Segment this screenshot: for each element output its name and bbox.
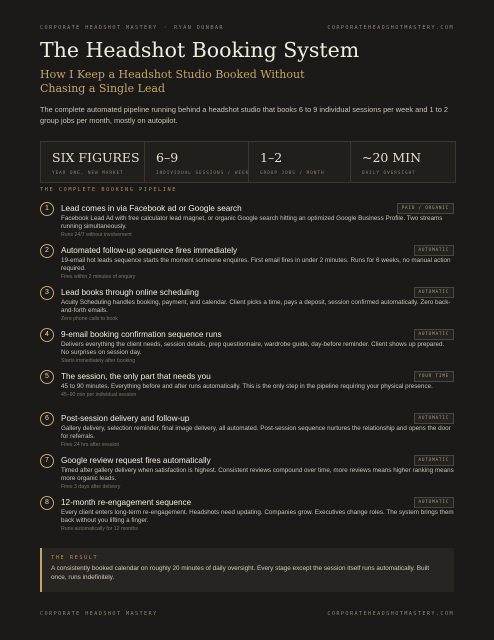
page-subtitle: How I Keep a Headshot Studio Booked Without Chasing a Single Lead	[40, 68, 305, 95]
stat-revenue	[41, 142, 145, 182]
step-header	[61, 328, 454, 340]
pipeline-steps	[40, 202, 454, 538]
step-title: Google review request fires automatically	[61, 456, 211, 465]
step-title: The session, the only part that needs you	[61, 372, 211, 381]
pipeline-label: THE COMPLETE BOOKING PIPELINE	[40, 187, 177, 193]
stat-daily-oversight	[351, 142, 453, 182]
brand-name: CORPORATE HEADSHOT MASTERY	[40, 25, 158, 31]
step-description: Every client enters long-term re-engagement. Headshots need updating. Companies grow. Executives change roles. The system brings them back without you lifting a finger.	[61, 509, 454, 525]
step-number: 6	[40, 412, 54, 426]
step-title: Lead comes in via Facebook ad or Google search	[61, 204, 242, 213]
step-header	[61, 496, 454, 508]
stat-label: INDIVIDUAL SESSIONS / WEEK	[156, 171, 250, 176]
stat-value: 1–2	[260, 150, 283, 165]
step-description: Gallery delivery, selection reminder, final image delivery, all automated. Post-session sequence nurtures the relationship and opens the door for referrals.	[61, 425, 451, 441]
step-header	[61, 286, 454, 298]
step-badge: PAID / ORGANIC	[397, 203, 454, 214]
step-timing: Zero phone calls to book	[61, 316, 118, 323]
intro-paragraph: The complete automated pipeline running behind a headshot studio that books 6 to 9 individual sessions per week and 1 to 2 group jobs per month, mostly on autopilot.	[40, 105, 448, 125]
step-description: Acuity Scheduling handles booking, payment, and calendar. Client picks a time, pays a deposit, session confirmed automatically. Zero back-and-forth emails.	[61, 299, 451, 315]
step-timing: Fires within 2 minutes of enquiry	[61, 274, 136, 281]
stat-value: SIX FIGURES	[52, 150, 140, 165]
stat-value: ~20 MIN	[362, 150, 422, 165]
step-badge: AUTOMATIC	[414, 413, 454, 424]
step-number: 4	[40, 328, 54, 342]
step-badge: AUTOMATIC	[414, 287, 454, 298]
website-link[interactable]: CORPORATEHEADSHOTMASTERY.COM	[327, 25, 454, 31]
step-badge: AUTOMATIC	[414, 245, 454, 256]
step-description: Facebook Lead Ad with free calculator lead magnet, or organic Google search hitting an optimized Google Business Profile. Two streams running simultaneously.	[61, 215, 443, 231]
result-label: THE RESULT	[51, 555, 99, 561]
footer-website-link[interactable]: CORPORATEHEADSHOTMASTERY.COM	[327, 611, 454, 617]
step-timing: Starts immediately after booking	[61, 358, 136, 365]
pipeline-step	[40, 286, 454, 328]
footer	[40, 611, 454, 617]
top-bar	[40, 25, 454, 31]
pipeline-step	[40, 496, 454, 538]
step-badge: YOUR TIME	[414, 371, 454, 382]
step-badge: AUTOMATIC	[414, 455, 454, 466]
step-title: Lead books through online scheduling	[61, 288, 199, 297]
stat-value: 6–9	[156, 150, 179, 165]
step-header	[61, 202, 454, 214]
result-box	[40, 548, 454, 592]
step-description: Delivers everything the client needs, session details, prep questionnaire, wardrobe guide, day-before reminder. Client shows up prepared. No surprises on session day.	[61, 341, 445, 357]
step-timing: Fires 24 hrs after session	[61, 442, 120, 449]
step-title: Post-session delivery and follow-up	[61, 414, 190, 423]
stat-individual-sessions	[145, 142, 249, 182]
stat-label: DAILY OVERSIGHT	[362, 171, 416, 176]
separator: ·	[163, 25, 169, 31]
step-title: 12-month re-engagement sequence	[61, 498, 192, 507]
pipeline-step	[40, 412, 454, 454]
step-badge: AUTOMATIC	[414, 497, 454, 508]
step-badge: AUTOMATIC	[414, 329, 454, 340]
stat-label: YEAR ONE, NEW MARKET	[52, 171, 124, 176]
step-header	[61, 370, 454, 382]
page-title: The Headshot Booking System	[40, 38, 360, 62]
step-description: 45 to 90 minutes. Everything before and after runs automatically. This is the only step in the pipeline requiring your physical presence.	[61, 383, 433, 390]
pipeline-step	[40, 244, 454, 286]
step-number: 8	[40, 496, 54, 510]
result-text: A consistently booked calendar on roughly 20 minutes of daily oversight. Every stage except the session itself runs automatically. Built once, runs indefinitely.	[51, 565, 430, 581]
stat-label: GROUP JOBS / MONTH	[260, 171, 325, 176]
stats-bar	[40, 141, 456, 183]
step-timing: Runs automatically for 12 months	[61, 526, 138, 533]
author-name: RYAN DUNBAR	[174, 25, 224, 31]
step-timing: Runs 24/7 without involvement	[61, 232, 132, 239]
step-description: Timed after gallery delivery when satisfaction is highest. Consistent reviews compound over time, more reviews means higher ranking means more organic leads.	[61, 467, 454, 483]
step-header	[61, 244, 454, 256]
pipeline-step	[40, 328, 454, 370]
step-number: 2	[40, 244, 54, 258]
step-timing: Fires 3 days after delivery	[61, 484, 121, 491]
step-header	[61, 454, 454, 466]
step-number: 3	[40, 286, 54, 300]
step-number: 5	[40, 370, 54, 384]
stat-group-jobs	[249, 142, 351, 182]
step-header	[61, 412, 454, 424]
pipeline-step	[40, 454, 454, 496]
footer-brand: CORPORATE HEADSHOT MASTERY	[40, 611, 158, 617]
step-description: 19-email hot leads sequence starts the moment someone enquires. First email fires in under 2 minutes. Runs for 6 weeks, no manual action required.	[61, 257, 451, 273]
pipeline-step	[40, 370, 454, 412]
step-title: Automated follow-up sequence fires immediately	[61, 246, 238, 255]
top-bar-left	[40, 25, 224, 31]
step-timing: 45–90 min per individual session	[61, 391, 137, 398]
step-title: 9-email booking confirmation sequence runs	[61, 330, 222, 339]
step-number: 1	[40, 202, 54, 216]
step-number: 7	[40, 454, 54, 468]
pipeline-step	[40, 202, 454, 244]
